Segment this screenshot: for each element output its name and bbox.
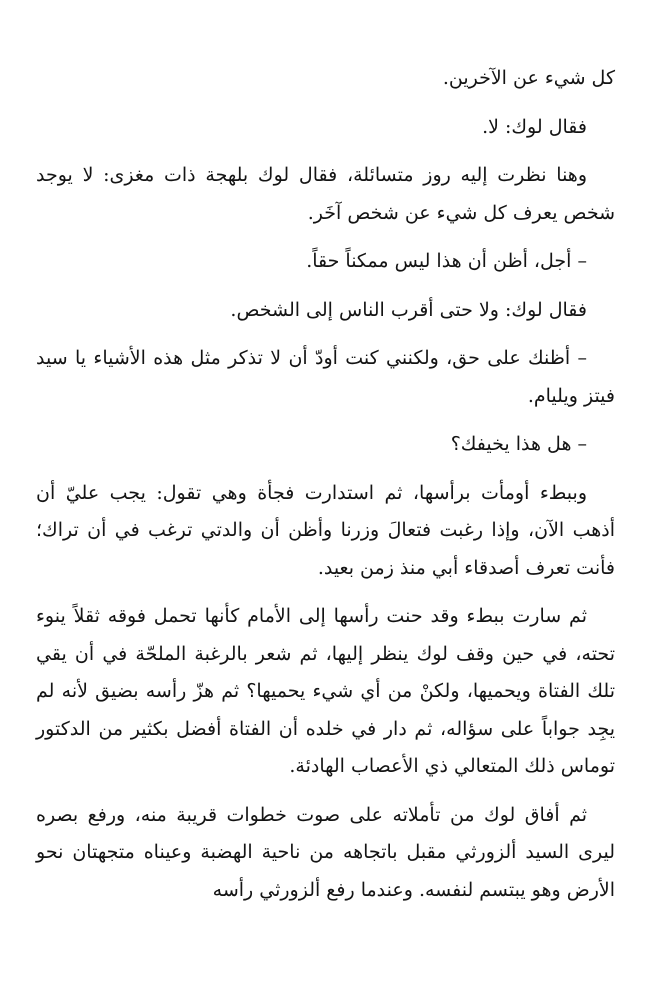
paragraph-dialogue-right: – أظنك على حق، ولكنني كنت أودّ أن لا تذكر مثل هذه الأشياء يا سيد فيتز ويليام.: [36, 347, 615, 407]
paragraph-luke-closest: فقال لوك: ولا حتى أقرب الناس إلى الشخص.: [230, 298, 587, 321]
paragraph-dialogue-frighten: – هل هذا يخيفك؟: [450, 433, 587, 455]
paragraph-continuation: كل شيء عن الآخرين.: [442, 67, 615, 89]
paragraph-rose-questioning: وهنا نظرت إليه روز متسائلة، فقال لوك بلهجة ذات مغزى: لا يوجد شخص يعرف كل شيء عن شخص آخَر.: [36, 164, 615, 224]
paragraph-luke-no: فقال لوك: لا.: [482, 115, 587, 138]
paragraph-dialogue-agree: – أجل، أظن أن هذا ليس ممكناً حقاً.: [306, 250, 587, 272]
paragraph-rose-leaves: وببطء أومأت برأسها، ثم استدارت فجأة وهي تقول: يجب عليّ أن أذهب الآن، وإذا رغبت فتعالَ وزرنا وأظن أن والدتي ترغب في أن تراك؛ فأنت تعرف أصدقاء أبي منذ زمن بعيد.: [36, 481, 615, 579]
paragraph-rose-walks: ثم سارت ببطء وقد حنت رأسها إلى الأمام كأنها تحمل فوقه ثقلاً ينوء تحته، في حين وقف لوك ينظر إليها، ثم شعر بالرغبة الملحّة في أن يقي تلك الفتاة ويحميها، ولكنْ من أي شيء يحميها؟ ثم هزّ رأسه بضيق لأنه لم يجِد جواباً على سؤاله، ثم دار في خلده أن الفتاة أفضل بكثير من الدكتور توماس ذلك المتعالي ذي الأعصاب الهادئة.: [36, 605, 615, 777]
paragraph-luke-awakens: ثم أفاق لوك من تأملاته على صوت خطوات قريبة منه، ورفع بصره ليرى السيد ألزورثي مقبل باتجاهه من ناحية الهضبة وعيناه متجهتان نحو الأرض وهو يبتسم لنفسه. وعندما رفع ألزورثي رأسه: [36, 803, 615, 901]
